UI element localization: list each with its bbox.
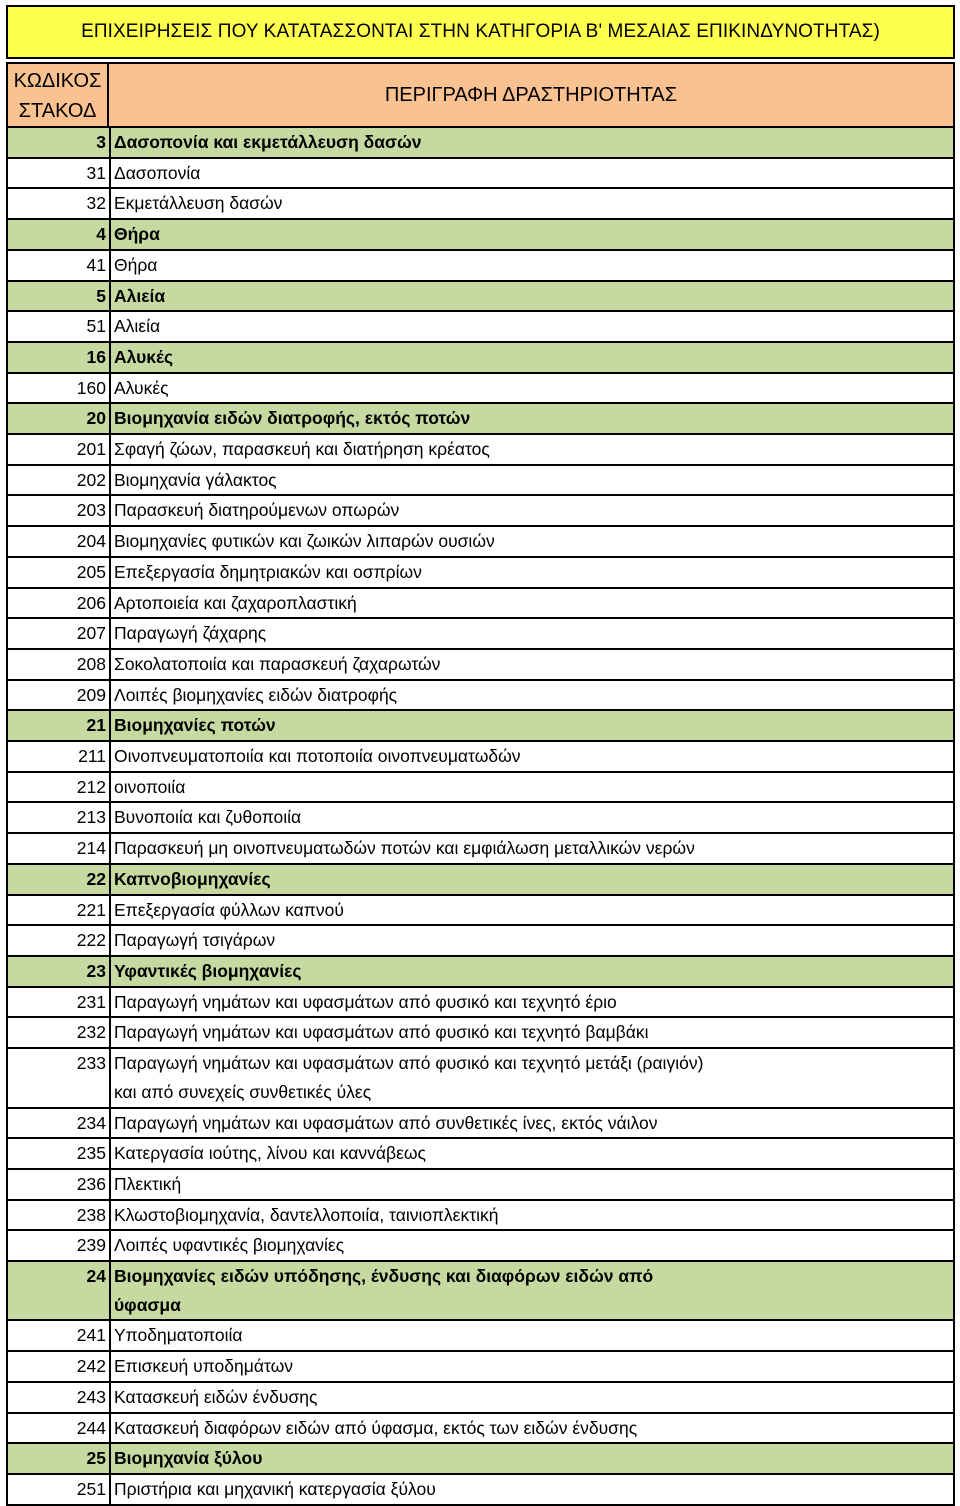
row-code: 222 bbox=[8, 926, 111, 955]
row-description bbox=[111, 343, 953, 372]
row-description-line: Επεξεργασία δημητριακών και οσπρίων bbox=[114, 561, 422, 582]
row-description-line: Βυνοποιία και ζυθοποιία bbox=[114, 807, 302, 828]
table-row bbox=[8, 1414, 953, 1445]
row-code: 206 bbox=[8, 589, 111, 618]
row-description-line: Αλιεία bbox=[114, 285, 166, 306]
row-description-line: Βιομηχανία ξύλου bbox=[114, 1448, 263, 1469]
row-code: 22 bbox=[8, 865, 111, 894]
row-code: 209 bbox=[8, 681, 111, 710]
row-description-line: Πλεκτική bbox=[114, 1173, 182, 1194]
row-description-line: Παραγωγή νημάτων και υφασμάτων από φυσικό και τεχνητό μετάξι (ραιγιόν) bbox=[114, 1053, 704, 1074]
row-code: 24 bbox=[8, 1262, 111, 1319]
row-description bbox=[111, 988, 953, 1017]
row-description-line: Θήρα bbox=[114, 224, 160, 245]
row-description bbox=[111, 220, 953, 249]
row-description-line: οινοποιία bbox=[114, 776, 186, 797]
table-row bbox=[8, 1321, 953, 1352]
table-header bbox=[8, 62, 953, 128]
row-code: 21 bbox=[8, 711, 111, 740]
row-description-line: Σοκολατοποιία και παρασκευή ζαχαρωτών bbox=[114, 653, 441, 674]
row-code: 32 bbox=[8, 189, 111, 218]
row-description bbox=[111, 1049, 953, 1106]
table-row bbox=[8, 619, 953, 650]
table-row bbox=[8, 1352, 953, 1383]
row-code: 214 bbox=[8, 834, 111, 863]
row-description bbox=[111, 1262, 953, 1319]
table-group-row bbox=[8, 343, 953, 374]
row-description bbox=[111, 803, 953, 832]
row-description-line: Παραγωγή νημάτων και υφασμάτων από φυσικό και τεχνητό βαμβάκι bbox=[114, 1022, 649, 1043]
row-code: 20 bbox=[8, 404, 111, 433]
row-description bbox=[111, 128, 953, 157]
row-description bbox=[111, 742, 953, 771]
table-row bbox=[8, 1475, 953, 1506]
table-row bbox=[8, 1231, 953, 1262]
row-description-line: και από συνεχείς συνθετικές ύλες bbox=[114, 1081, 372, 1102]
row-code: 244 bbox=[8, 1414, 111, 1443]
page-title-text: ΕΠΙΧΕΙΡΗΣΕΙΣ ΠΟΥ ΚΑΤΑΤΑΣΣΟΝΤΑΙ ΣΤΗΝ ΚΑΤΗΓΟΡΙΑ Β' ΜΕΣΑΙΑΣ ΕΠΙΚΙΝΔΥΝΟΤΗΤΑΣ) bbox=[81, 21, 880, 42]
row-code: 251 bbox=[8, 1475, 111, 1504]
table-row bbox=[8, 803, 953, 834]
row-description-line: Αλιεία bbox=[114, 316, 161, 337]
row-description-line: Καπνοβιομηχανίες bbox=[114, 868, 271, 889]
header-code-line2: ΣΤΑΚΟΔ bbox=[18, 100, 97, 122]
row-description bbox=[111, 1444, 953, 1473]
table-group-row bbox=[8, 1262, 953, 1321]
row-code: 51 bbox=[8, 312, 111, 341]
row-code: 231 bbox=[8, 988, 111, 1017]
row-code: 243 bbox=[8, 1383, 111, 1412]
row-code: 232 bbox=[8, 1018, 111, 1047]
row-description bbox=[111, 374, 953, 403]
table-row bbox=[8, 159, 953, 190]
row-description bbox=[111, 251, 953, 280]
table-row bbox=[8, 1139, 953, 1170]
table-group-row bbox=[8, 865, 953, 896]
row-code: 207 bbox=[8, 619, 111, 648]
row-description bbox=[111, 681, 953, 710]
row-description-line: Παραγωγή νημάτων και υφασμάτων από φυσικό και τεχνητό έριο bbox=[114, 991, 617, 1012]
row-description bbox=[111, 834, 953, 863]
row-description-line: Αρτοποιεία και ζαχαροπλαστική bbox=[114, 592, 357, 613]
row-description bbox=[111, 1321, 953, 1350]
table-row bbox=[8, 896, 953, 927]
row-code: 205 bbox=[8, 558, 111, 587]
row-description-line: Βιομηχανίες φυτικών και ζωικών λιπαρών ουσιών bbox=[114, 531, 495, 552]
table-row bbox=[8, 1049, 953, 1108]
table-row bbox=[8, 527, 953, 558]
row-description bbox=[111, 558, 953, 587]
row-description-line: Υποδηματοποιία bbox=[114, 1325, 243, 1346]
row-description-line: Λοιπές υφαντικές βιομηχανίες bbox=[114, 1235, 345, 1256]
row-code: 212 bbox=[8, 773, 111, 802]
row-code: 160 bbox=[8, 374, 111, 403]
page-title bbox=[6, 5, 955, 59]
header-description: ΠΕΡΙΓΡΑΦΗ ΔΡΑΣΤΗΡΙΟΤΗΤΑΣ bbox=[384, 83, 678, 106]
row-description bbox=[111, 1383, 953, 1412]
row-description-line: ύφασμα bbox=[114, 1294, 181, 1315]
row-description-line: Αλυκές bbox=[114, 346, 174, 367]
row-description-line: Επισκευή υποδημάτων bbox=[114, 1356, 294, 1377]
table-group-row bbox=[8, 404, 953, 435]
row-description-line: Παραγωγή τσιγάρων bbox=[114, 930, 276, 951]
row-description bbox=[111, 1475, 953, 1504]
table-row bbox=[8, 1170, 953, 1201]
row-description-line: Δασοπονία bbox=[114, 162, 201, 183]
row-description bbox=[111, 1139, 953, 1168]
row-code: 41 bbox=[8, 251, 111, 280]
row-description bbox=[111, 773, 953, 802]
row-description-line: Κατεργασία ιούτης, λίνου και κανvάβεως bbox=[114, 1143, 426, 1164]
row-description bbox=[111, 619, 953, 648]
row-code: 201 bbox=[8, 435, 111, 464]
row-code: 233 bbox=[8, 1049, 111, 1106]
table-row bbox=[8, 1383, 953, 1414]
row-description-line: Βιομηχανίες ειδών υπόδησης, ένδυσης και διαφόρων ειδών από bbox=[114, 1266, 654, 1287]
row-description bbox=[111, 957, 953, 986]
row-description bbox=[111, 865, 953, 894]
row-description bbox=[111, 312, 953, 341]
row-description-line: Υφαντικές βιομηχανίες bbox=[114, 960, 302, 981]
row-code: 204 bbox=[8, 527, 111, 556]
row-code: 241 bbox=[8, 1321, 111, 1350]
table-row bbox=[8, 374, 953, 405]
table-row bbox=[8, 834, 953, 865]
table-row bbox=[8, 1201, 953, 1232]
row-code: 238 bbox=[8, 1201, 111, 1230]
table-row bbox=[8, 773, 953, 804]
row-description-line: Παραγωγή νημάτων και υφασμάτων από συνθετικές ίνες, εκτός νάιλον bbox=[114, 1112, 658, 1133]
row-description-line: Κατασκευή ειδών ένδυσης bbox=[114, 1386, 318, 1407]
table-group-row bbox=[8, 1444, 953, 1475]
table-body bbox=[8, 128, 953, 1506]
header-code-line1: ΚΩΔΙΚΟΣ bbox=[13, 70, 102, 92]
row-description-line: Κατασκευή διαφόρων ειδών από ύφασμα, εκτός των ειδών ένδυσης bbox=[114, 1417, 638, 1438]
table-row bbox=[8, 589, 953, 620]
row-code: 235 bbox=[8, 1139, 111, 1168]
row-code: 202 bbox=[8, 466, 111, 495]
row-description bbox=[111, 496, 953, 525]
row-code: 3 bbox=[8, 128, 111, 157]
row-code: 211 bbox=[8, 742, 111, 771]
row-code: 25 bbox=[8, 1444, 111, 1473]
activity-table bbox=[6, 62, 955, 1506]
row-description bbox=[111, 466, 953, 495]
row-description-line: Επεξεργασία φύλλων καπνού bbox=[114, 899, 344, 920]
header-code bbox=[8, 64, 109, 126]
row-description-line: Εκμετάλλευση δασών bbox=[114, 193, 283, 214]
table-row bbox=[8, 496, 953, 527]
row-description bbox=[111, 527, 953, 556]
row-description bbox=[111, 159, 953, 188]
row-code: 236 bbox=[8, 1170, 111, 1199]
table-group-row bbox=[8, 282, 953, 313]
table-group-row bbox=[8, 220, 953, 251]
row-code: 208 bbox=[8, 650, 111, 679]
row-description bbox=[111, 282, 953, 311]
table-row bbox=[8, 742, 953, 773]
row-description bbox=[111, 1352, 953, 1381]
row-description-line: Βιομηχανία ειδών διατροφής, εκτός ποτών bbox=[114, 408, 471, 429]
row-code: 4 bbox=[8, 220, 111, 249]
row-code: 239 bbox=[8, 1231, 111, 1260]
row-description bbox=[111, 896, 953, 925]
row-code: 23 bbox=[8, 957, 111, 986]
table-group-row bbox=[8, 128, 953, 159]
row-description-line: Πριστήρια και μηχανική κατεργασία ξύλου bbox=[114, 1478, 436, 1499]
row-description bbox=[111, 1201, 953, 1230]
row-code: 213 bbox=[8, 803, 111, 832]
row-code: 5 bbox=[8, 282, 111, 311]
row-description-line: Κλωστοβιομηχανία, δαντελλοποιία, ταινιοπλεκτική bbox=[114, 1204, 499, 1225]
table-row bbox=[8, 681, 953, 712]
table-group-row bbox=[8, 957, 953, 988]
table-row bbox=[8, 189, 953, 220]
row-description bbox=[111, 1231, 953, 1260]
row-description bbox=[111, 589, 953, 618]
row-description-line: Βιομηχανία γάλακτος bbox=[114, 469, 277, 490]
row-description bbox=[111, 1018, 953, 1047]
table-row bbox=[8, 435, 953, 466]
row-description bbox=[111, 1109, 953, 1138]
row-description-line: Παραγωγή ζάχαρης bbox=[114, 623, 267, 644]
row-description-line: Παρασκευή μη οινοπνευματωδών ποτών και εμφιάλωση μεταλλικών νερών bbox=[114, 838, 695, 859]
row-description-line: Παρασκευή διατηρούμενων οπωρών bbox=[114, 500, 400, 521]
table-row bbox=[8, 466, 953, 497]
table-row bbox=[8, 650, 953, 681]
table-group-row bbox=[8, 711, 953, 742]
row-description-line: Σφαγή ζώων, παρασκευή και διατήρηση κρέατος bbox=[114, 439, 490, 460]
table-row bbox=[8, 251, 953, 282]
row-description bbox=[111, 1170, 953, 1199]
table-row bbox=[8, 1109, 953, 1140]
row-description bbox=[111, 404, 953, 433]
table-row bbox=[8, 988, 953, 1019]
row-description-line: Βιομηχανίες ποτών bbox=[114, 715, 276, 736]
row-description bbox=[111, 189, 953, 218]
table-row bbox=[8, 312, 953, 343]
row-code: 221 bbox=[8, 896, 111, 925]
row-description bbox=[111, 711, 953, 740]
table-row bbox=[8, 926, 953, 957]
row-code: 242 bbox=[8, 1352, 111, 1381]
row-description bbox=[111, 435, 953, 464]
row-description-line: Αλυκές bbox=[114, 377, 169, 398]
table-row bbox=[8, 1018, 953, 1049]
row-code: 31 bbox=[8, 159, 111, 188]
row-description-line: Οινοπνευματοποιία και ποτοποιία οινοπνευματωδών bbox=[114, 746, 521, 767]
row-code: 234 bbox=[8, 1109, 111, 1138]
row-description bbox=[111, 650, 953, 679]
table-row bbox=[8, 558, 953, 589]
row-description bbox=[111, 1414, 953, 1443]
row-description-line: Δασοπονία και εκμετάλλευση δασών bbox=[114, 132, 422, 152]
row-description bbox=[111, 926, 953, 955]
row-description-line: Θήρα bbox=[114, 254, 158, 275]
row-code: 16 bbox=[8, 343, 111, 372]
row-code: 203 bbox=[8, 496, 111, 525]
row-description-line: Λοιπές βιομηχανίες ειδών διατροφής bbox=[114, 684, 398, 705]
